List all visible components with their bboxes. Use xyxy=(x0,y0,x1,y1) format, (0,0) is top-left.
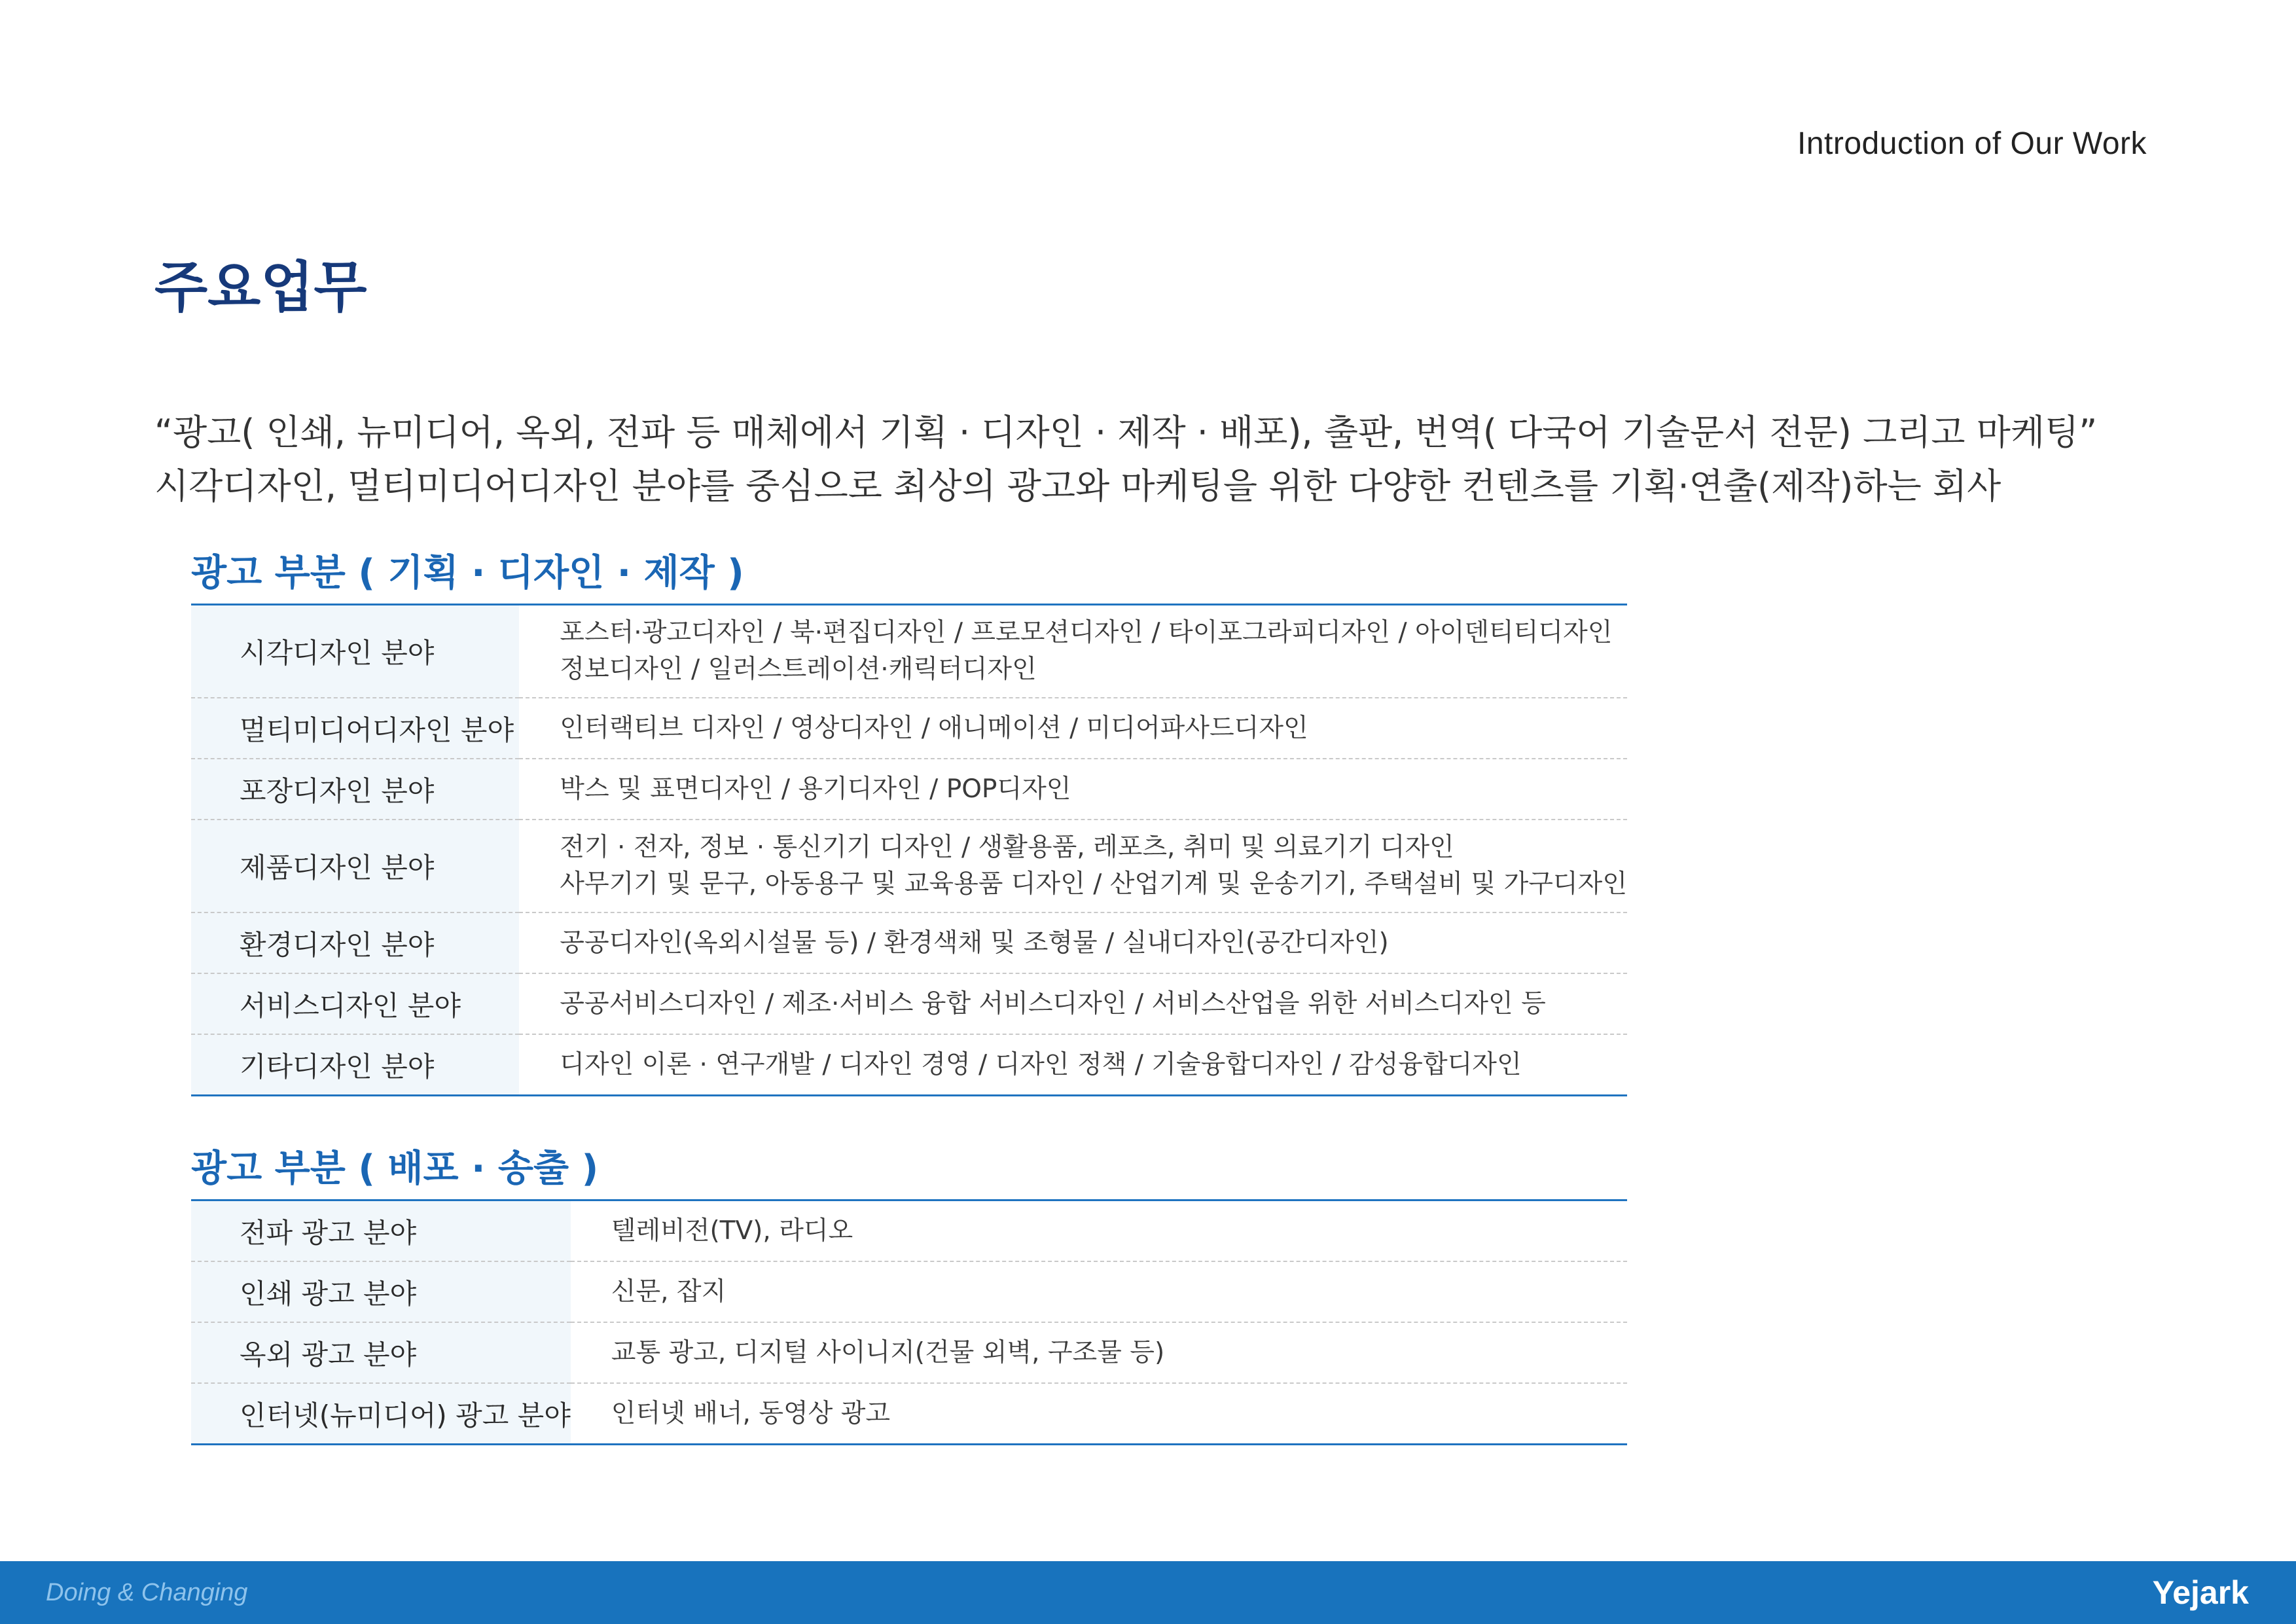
table-row xyxy=(191,1322,1627,1383)
row-value-line: 교통 광고, 디지털 사이니지(건물 외벽, 구조물 등) xyxy=(611,1337,1165,1367)
table-row xyxy=(191,973,1627,1034)
row-label: 서비스디자인 분야 xyxy=(191,973,519,1034)
row-value xyxy=(519,698,1627,759)
row-value xyxy=(519,1034,1627,1096)
row-label: 기타디자인 분야 xyxy=(191,1034,519,1096)
footer-bar xyxy=(0,1561,2296,1624)
footer-slogan: Doing & Changing xyxy=(46,1579,248,1606)
table-row xyxy=(191,820,1627,912)
row-value xyxy=(519,759,1627,820)
footer-logo: Yejark xyxy=(2152,1574,2249,1611)
row-label: 멀티미디어디자인 분야 xyxy=(191,698,519,759)
row-label: 인터넷(뉴미디어) 광고 분야 xyxy=(191,1383,571,1445)
row-value xyxy=(519,820,1627,912)
section-title: 광고 부분 ( 배포 · 송출 ) xyxy=(191,1147,599,1190)
row-value-line: 공공서비스디자인 / 제조·서비스 융합 서비스디자인 / 서비스산업을 위한 서비스디자인 등 xyxy=(560,988,1546,1019)
intro-line-2: 시각디자인, 멀티미디어디자인 분야를 중심으로 최상의 광고와 마케팅을 위한 다양한 컨텐츠를 기획·연출(제작)하는 회사 xyxy=(154,465,2001,507)
row-label: 전파 광고 분야 xyxy=(191,1200,571,1262)
section-distribution xyxy=(191,1139,1627,1445)
section-title: 광고 부분 ( 기획 · 디자인 · 제작 ) xyxy=(191,552,744,594)
row-value-line: 포스터·광고디자인 / 북·편집디자인 / 프로모션디자인 / 타이포그라피디자인 / 아이덴티티디자인 xyxy=(560,618,1613,647)
row-value-line: 정보디자인 / 일러스트레이션·캐릭터디자인 xyxy=(560,655,1037,684)
row-label: 인쇄 광고 분야 xyxy=(191,1261,571,1322)
table-row xyxy=(191,1261,1627,1322)
spec-table xyxy=(191,1199,1627,1445)
row-label: 포장디자인 분야 xyxy=(191,759,519,820)
row-value-line: 인터랙티브 디자인 / 영상디자인 / 애니메이션 / 미디어파사드디자인 xyxy=(560,713,1308,743)
row-value-line: 인터넷 배너, 동영상 광고 xyxy=(611,1398,891,1428)
row-value xyxy=(519,912,1627,973)
table-row xyxy=(191,1200,1627,1262)
intro-line-1: “광고( 인쇄, 뉴미디어, 옥외, 전파 등 매체에서 기획 · 디자인 · 제작 · 배포), 출판, 번역( 다국어 기술문서 전문) 그리고 마케팅” xyxy=(154,412,2098,453)
row-value-line: 전기 · 전자, 정보 · 통신기기 디자인 / 생활용품, 레포츠, 취미 및 의료기기 디자인 xyxy=(560,833,1454,862)
table-row xyxy=(191,605,1627,698)
row-value-line: 신문, 잡지 xyxy=(611,1276,726,1307)
row-value-line: 디자인 이론 · 연구개발 / 디자인 경영 / 디자인 정책 / 기술융합디자인 / 감성융합디자인 xyxy=(560,1049,1522,1079)
row-value-line: 텔레비전(TV), 라디오 xyxy=(611,1216,853,1246)
row-label: 환경디자인 분야 xyxy=(191,912,519,973)
table-row xyxy=(191,912,1627,973)
table-row xyxy=(191,698,1627,759)
row-value xyxy=(519,605,1627,698)
page-title: 주요업무 xyxy=(154,255,367,319)
row-value xyxy=(571,1322,1627,1383)
top-label: Introduction of Our Work xyxy=(1797,126,2147,161)
row-value xyxy=(571,1383,1627,1445)
intro-text xyxy=(154,406,2097,513)
row-value-line: 공공디자인(옥외시설물 등) / 환경색채 및 조형물 / 실내디자인(공간디자인) xyxy=(560,928,1389,958)
table-row xyxy=(191,1383,1627,1445)
row-label: 옥외 광고 분야 xyxy=(191,1322,571,1383)
section-planning-design xyxy=(191,543,1627,1096)
table-row xyxy=(191,1034,1627,1096)
row-label: 제품디자인 분야 xyxy=(191,820,519,912)
spec-table xyxy=(191,604,1627,1096)
row-value xyxy=(571,1200,1627,1262)
row-value xyxy=(571,1261,1627,1322)
row-value-line: 박스 및 표면디자인 / 용기디자인 / POP디자인 xyxy=(560,774,1071,804)
row-label: 시각디자인 분야 xyxy=(191,605,519,698)
row-value xyxy=(519,973,1627,1034)
row-value-line: 사무기기 및 문구, 아동용구 및 교육용품 디자인 / 산업기계 및 운송기기, 주택설비 및 가구디자인 xyxy=(560,869,1627,899)
table-row xyxy=(191,759,1627,820)
